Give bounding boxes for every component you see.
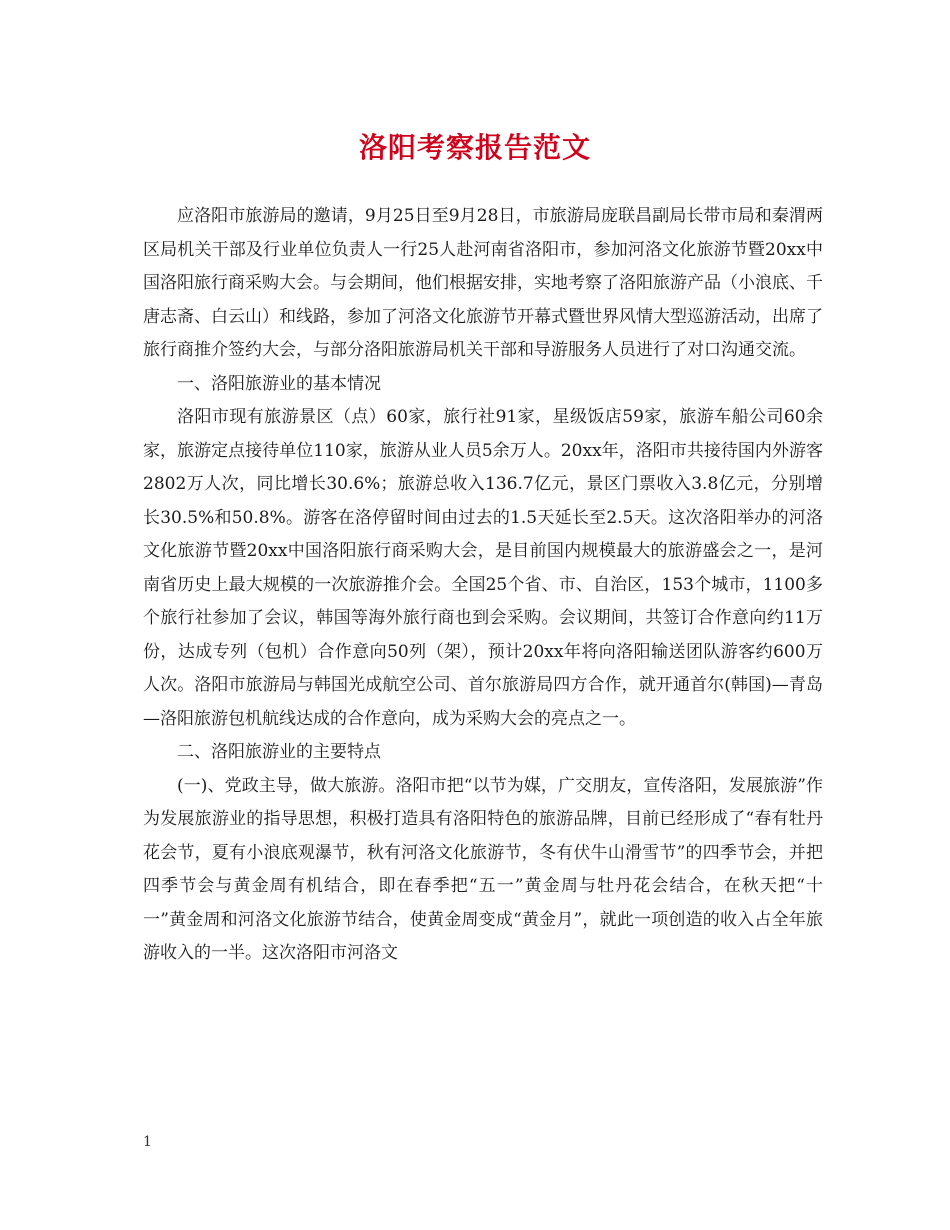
document-body [143,200,823,971]
paragraph-basic-situation: 洛阳市现有旅游景区（点）60家，旅行社91家，星级饭店59家，旅游车船公司60余家，旅游定点接待单位110家，旅游从业人员5余万人。20xx年，洛阳市共接待国内外游客2802万人次，同比增长30.6%；旅游总收入136.7亿元，景区门票收入3.8亿元，分别增长30.5%和50.8%。游客在洛停留时间由过去的1.5天延长至2.5天。这次洛阳举办的河洛文化旅游节暨20xx中国洛阳旅行商采购大会，是目前国内规模最大的旅游盛会之一，是河南省历史上最大规模的一次旅游推介会。全国25个省、市、自治区，153个城市，1100多个旅行社参加了会议，韩国等海外旅行商也到会采购。会议期间，共签订合作意向约11万份，达成专列（包机）合作意向50列（架），预计20xx年将向洛阳输送团队游客约600万人次。洛阳市旅游局与韩国光成航空公司、首尔旅游局四方合作，就开通首尔(韩国)—青岛—洛阳旅游包机航线达成的合作意向，成为采购大会的亮点之一。 [143,407,823,729]
document-title: 洛阳考察报告范文 [358,131,591,164]
page-number: 1 [143,1134,152,1150]
paragraph-intro: 应洛阳市旅游局的邀请，9月25日至9月28日，市旅游局庞联昌副局长带市局和秦渭两区局机关干部及行业单位负责人一行25人赴河南省洛阳市，参加河洛文化旅游节暨20xx中国洛阳旅行商采购大会。与会期间，他们根据安排，实地考察了洛阳旅游产品（小浪底、千唐志斋、白云山）和线路，参加了河洛文化旅游节开幕式暨世界风情大型巡游活动，出席了旅行商推介签约大会，与部分洛阳旅游局机关干部和导游服务人员进行了对口沟通交流。 [143,206,823,360]
section-heading-basic-situation: 一、洛阳旅游业的基本情况 [177,373,381,394]
section-heading-main-features: 二、洛阳旅游业的主要特点 [177,742,381,762]
paragraph-main-features: (一)、党政主导，做大旅游。洛阳市把“以节为媒，广交朋友，宣传洛阳，发展旅游”作为发展旅游业的指导思想，积极打造具有洛阳特色的旅游品牌，目前已经形成了“春有牡丹花会节，夏有小浪底观瀑节，秋有河洛文化旅游节，冬有伏牛山滑雪节”的四季节会，并把四季节会与黄金周有机结合，即在春季把“五一”黄金周与牡丹花会结合，在秋天把“十一”黄金周和河洛文化旅游节结合，使黄金周变成“黄金月”，就此一项创造的收入占全年旅游收入的一半。这次洛阳市河洛文 [143,775,823,963]
